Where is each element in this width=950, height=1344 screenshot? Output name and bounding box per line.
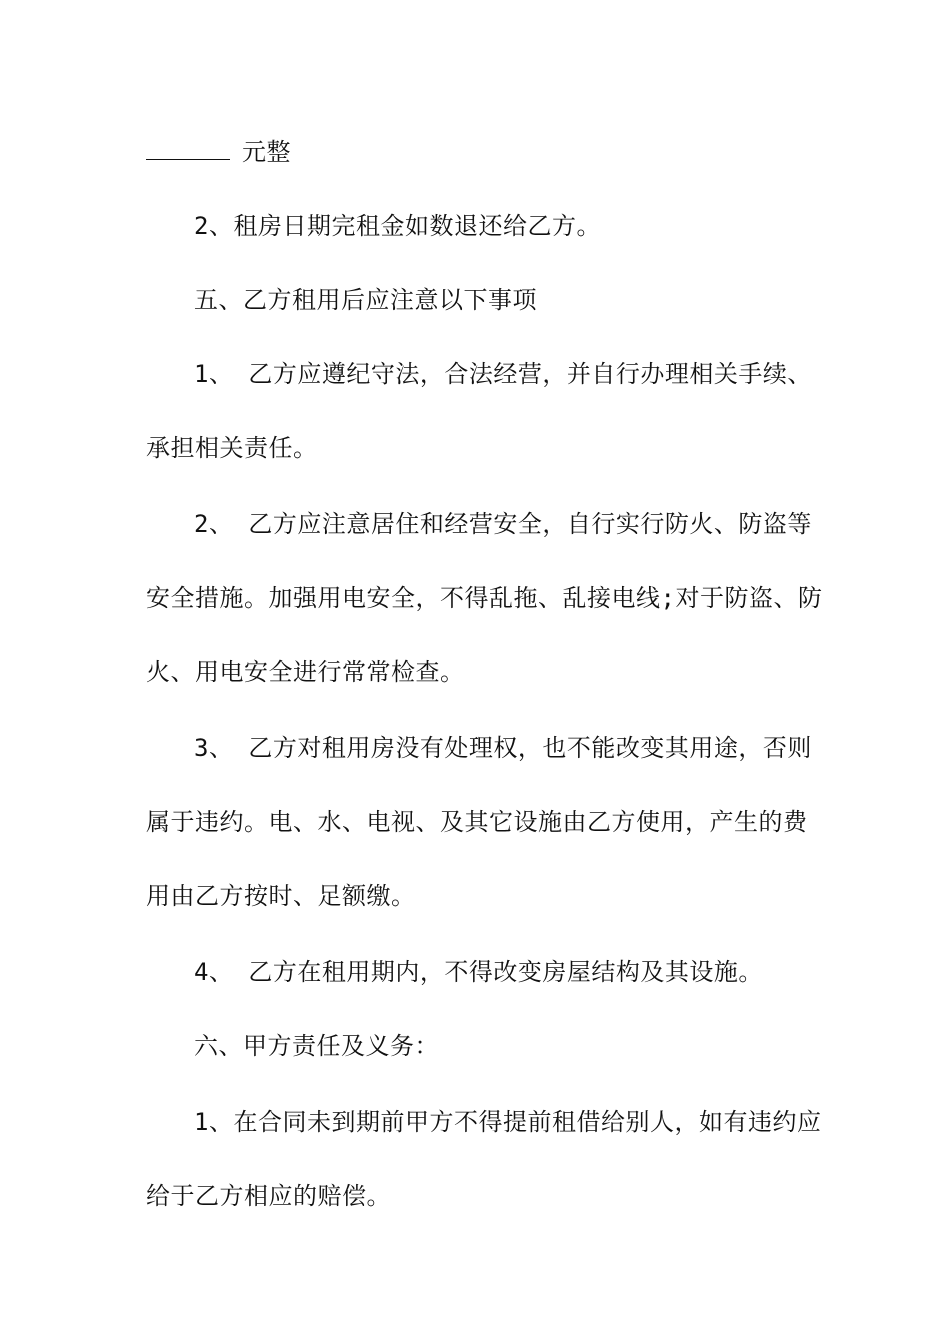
clause-5-3-line-3: 用由乙方按时、足额缴。: [146, 882, 416, 910]
clause-5-1-line-2: 承担相关责任。: [146, 434, 318, 462]
clause-6-1-line-1: 1、在合同未到期前甲方不得提前租借给别人，如有违约应: [194, 1108, 822, 1136]
section-five-heading: 五、乙方租用后应注意以下事项: [194, 286, 537, 314]
rent-refund-clause: 2、租房日期完租金如数退还给乙方。: [194, 212, 601, 240]
amount-blank: [146, 139, 230, 160]
amount-suffix: 元整: [242, 138, 291, 166]
clause-5-4: 4、 乙方在租用期内，不得改变房屋结构及其设施。: [194, 958, 763, 986]
clause-5-3-line-1: 3、 乙方对租用房没有处理权，也不能改变其用途，否则: [194, 734, 812, 762]
clause-5-3-line-2: 属于违约。电、水、电视、及其它设施由乙方使用，产生的费: [146, 808, 808, 836]
clause-5-2-line-3: 火、用电安全进行常常检查。: [146, 658, 465, 686]
amount-line: [146, 136, 816, 168]
clause-5-2-line-2: 安全措施。加强用电安全，不得乱拖、乱接电线;对于防盗、防: [146, 584, 823, 612]
clause-6-1-line-2: 给于乙方相应的赔偿。: [146, 1182, 391, 1210]
clause-5-2-line-1: 2、 乙方应注意居住和经营安全，自行实行防火、防盗等: [194, 510, 812, 538]
clause-5-1-line-1: 1、 乙方应遵纪守法，合法经营，并自行办理相关手续、: [194, 360, 812, 388]
section-six-heading: 六、甲方责任及义务：: [194, 1032, 439, 1060]
